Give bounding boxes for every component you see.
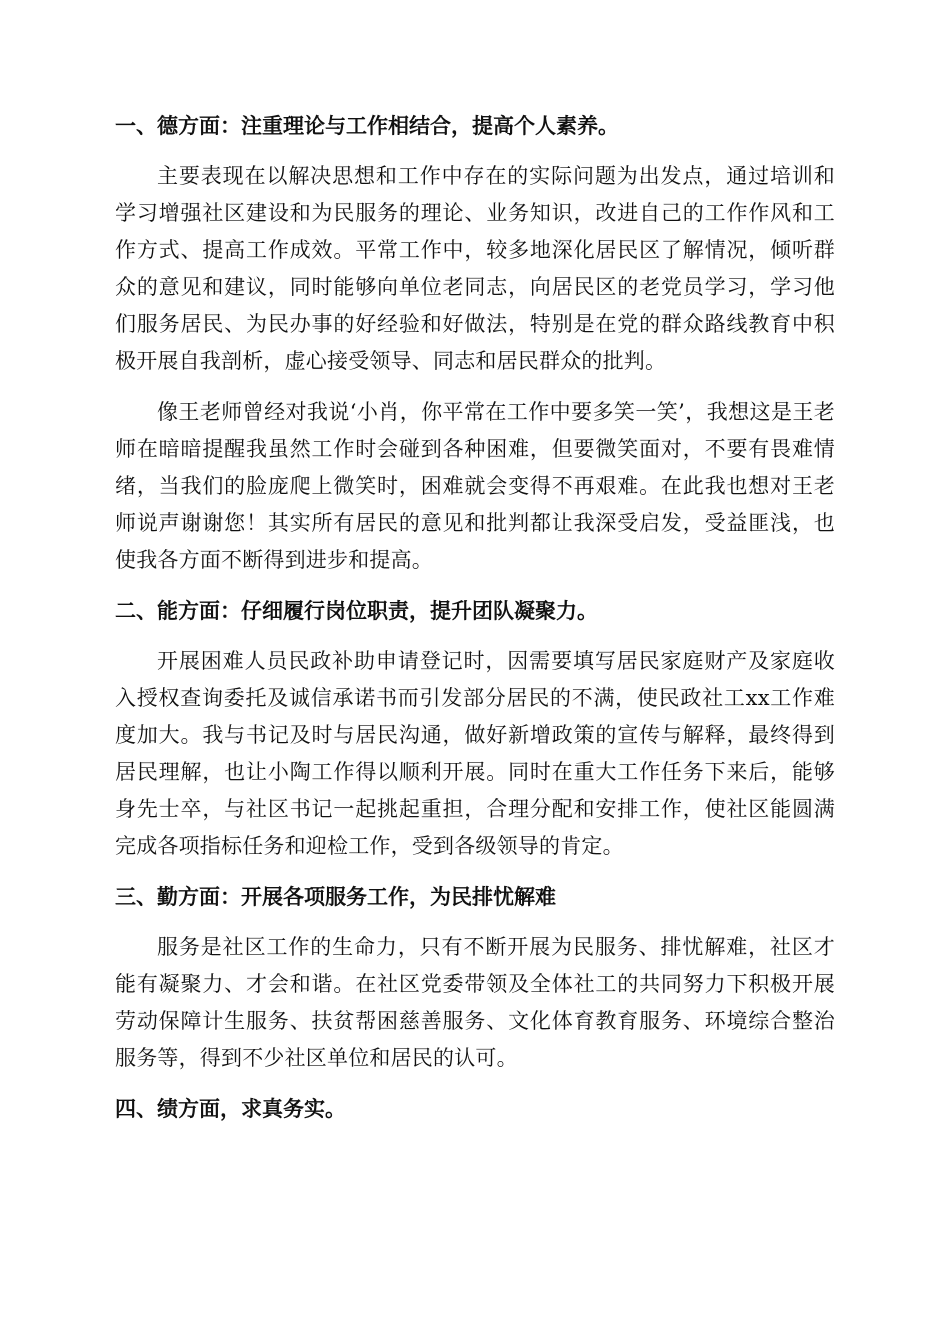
paragraph: 服务是社区工作的生命力，只有不断开展为民服务、排忧解难，社区才能有凝聚力、才会和谐。在社区党委带领及全体社工的共同努力下积极开展劳动保障计生服务、扶贫帮困慈善服务、文化体育教育服务、环境综合整治服务等，得到不少社区单位和居民的认可。	[115, 935, 835, 1070]
section-heading-neng: 二、能方面：仔细履行岗位职责，提升团队凝聚力。	[115, 598, 598, 623]
section-heading-qin: 三、勤方面：开展各项服务工作，为民排忧解难	[115, 884, 556, 909]
section-heading-de: 一、德方面：注重理论与工作相结合，提高个人素养。	[115, 113, 619, 138]
document-body	[115, 108, 835, 1127]
paragraph: 像王老师曾经对我说‘小肖，你平常在工作中要多笑一笑’，我想这是王老师在暗暗提醒我虽然工作时会碰到各种困难，但要微笑面对，不要有畏难情绪，当我们的脸庞爬上微笑时，困难就会变得不再艰难。在此我也想对王老师说声谢谢您！其实所有居民的意见和批判都让我深受启发，受益匪浅，也使我各方面不断得到进步和提高。	[115, 400, 835, 572]
paragraph: 主要表现在以解决思想和工作中存在的实际问题为出发点，通过培训和学习增强社区建设和为民服务的理论、业务知识，改进自己的工作作风和工作方式、提高工作成效。平常工作中，较多地深化居民区了解情况，倾听群众的意见和建议，同时能够向单位老同志，向居民区的老党员学习，学习他们服务居民、为民办事的好经验和好做法，特别是在党的群众路线教育中积极开展自我剖析，虚心接受领导、同志和居民群众的批判。	[115, 164, 835, 373]
paragraph: 开展困难人员民政补助申请登记时，因需要填写居民家庭财产及家庭收入授权查询委托及诚信承诺书而引发部分居民的不满，使民政社工xx工作难度加大。我与书记及时与居民沟通，做好新增政策的宣传与解释，最终得到居民理解，也让小陶工作得以顺利开展。同时在重大工作任务下来后，能够身先士卒，与社区书记一起挑起重担，合理分配和安排工作，使社区能圆满完成各项指标任务和迎检工作，受到各级领导的肯定。	[115, 649, 835, 858]
section-heading-ji: 四、绩方面，求真务实。	[115, 1096, 346, 1121]
